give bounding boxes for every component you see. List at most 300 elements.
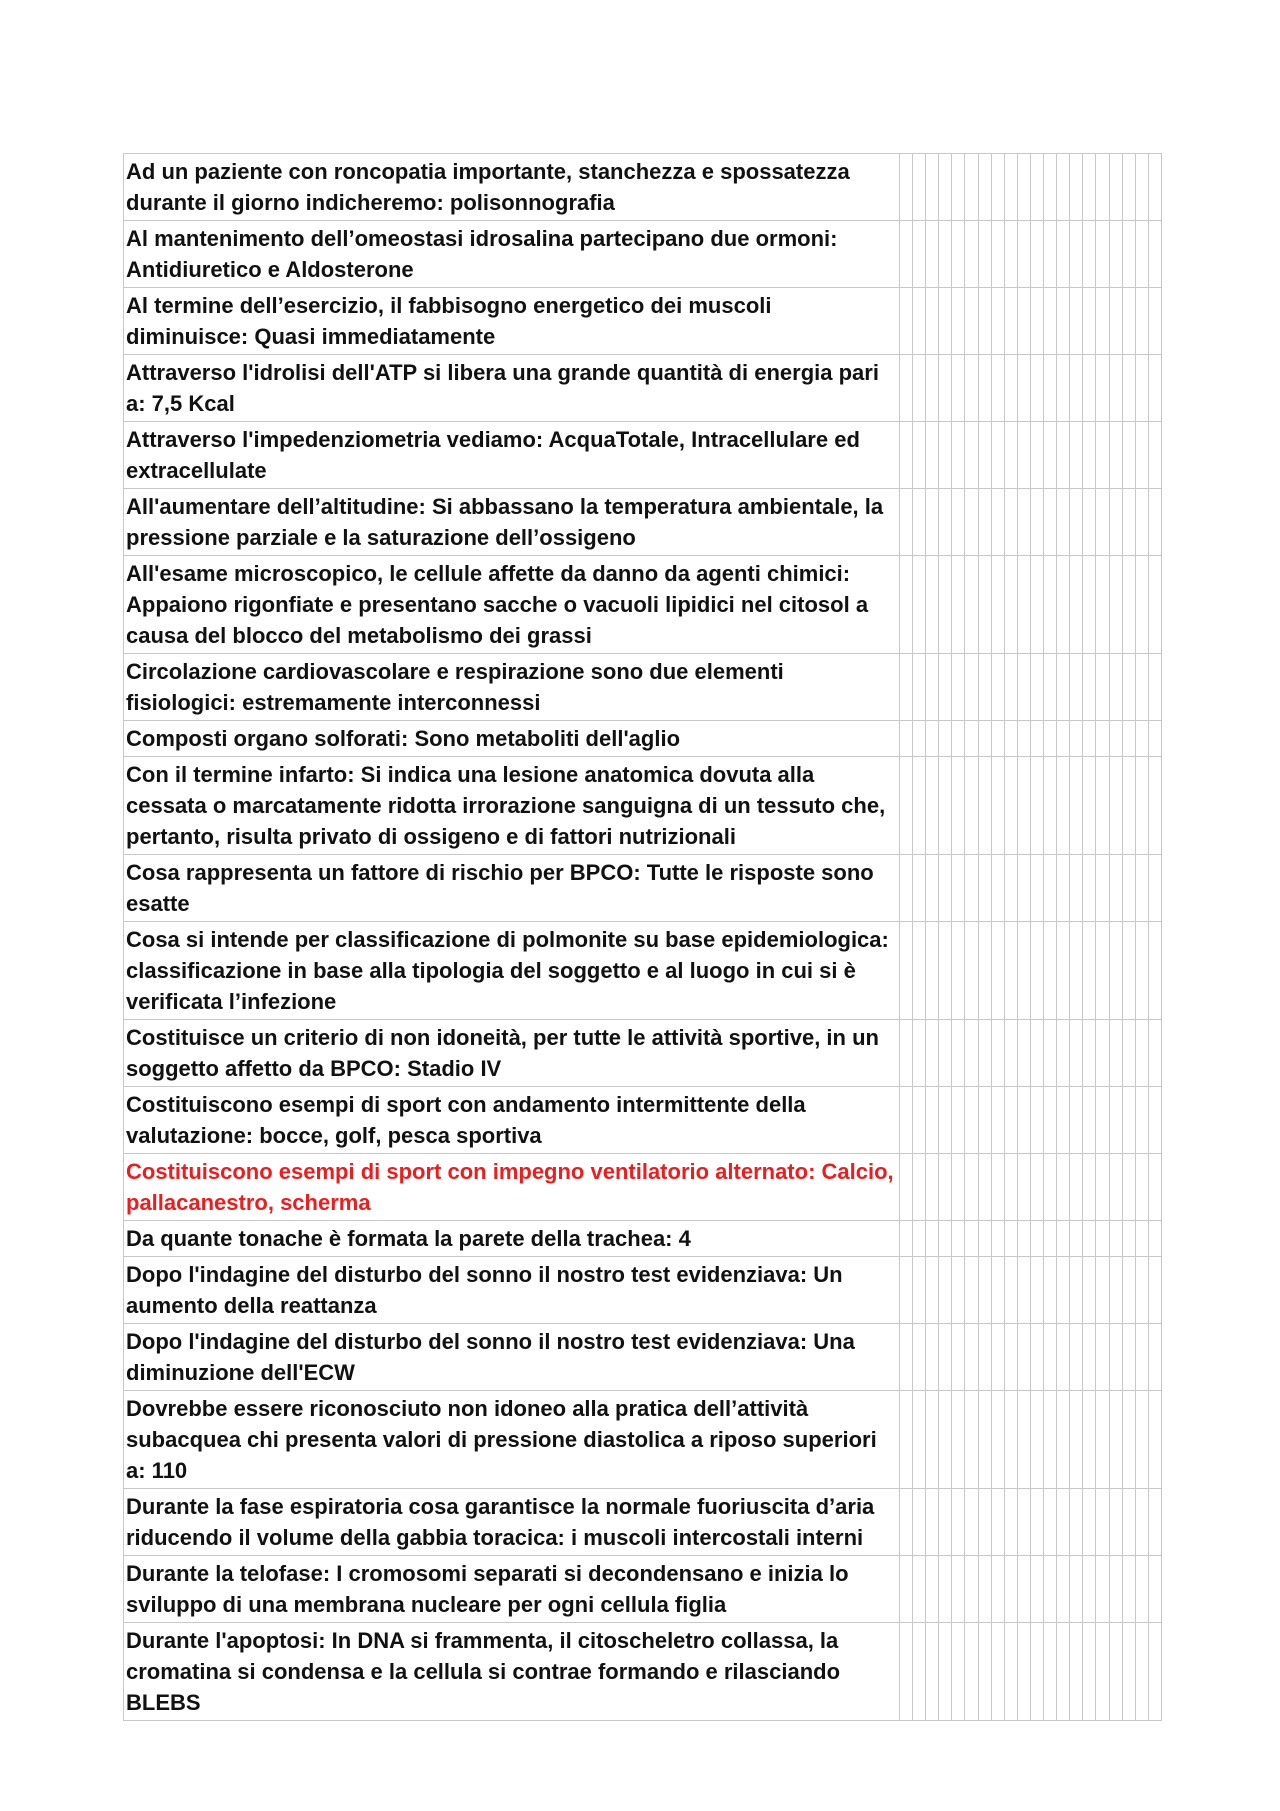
empty-cell[interactable]: [1123, 1154, 1136, 1220]
empty-cell[interactable]: [1070, 1556, 1083, 1622]
empty-cell[interactable]: [979, 1324, 992, 1390]
empty-cell[interactable]: [1057, 1087, 1070, 1153]
empty-cell[interactable]: [965, 654, 978, 720]
empty-cell[interactable]: [1057, 1257, 1070, 1323]
empty-cell[interactable]: [1110, 489, 1123, 555]
empty-cell[interactable]: [939, 1623, 952, 1720]
empty-cell[interactable]: [926, 1556, 939, 1622]
empty-cell[interactable]: [979, 1623, 992, 1720]
empty-cell[interactable]: [1096, 355, 1109, 421]
empty-cell[interactable]: [1070, 855, 1083, 921]
empty-cell[interactable]: [992, 1623, 1005, 1720]
empty-cell[interactable]: [952, 556, 965, 653]
empty-cell[interactable]: [1044, 757, 1057, 854]
empty-cell[interactable]: [1110, 1623, 1123, 1720]
empty-cell[interactable]: [1005, 422, 1018, 488]
empty-cell[interactable]: [926, 422, 939, 488]
empty-cell[interactable]: [1110, 1556, 1123, 1622]
empty-cell[interactable]: [992, 1489, 1005, 1555]
empty-cell[interactable]: [926, 922, 939, 1019]
empty-cell[interactable]: [979, 654, 992, 720]
empty-cell[interactable]: [992, 757, 1005, 854]
empty-cell[interactable]: [1136, 489, 1149, 555]
empty-cell[interactable]: [913, 1154, 926, 1220]
empty-cell[interactable]: [1044, 288, 1057, 354]
empty-cell[interactable]: [992, 1154, 1005, 1220]
empty-cell[interactable]: [900, 422, 913, 488]
empty-cell[interactable]: [1005, 489, 1018, 555]
empty-cell[interactable]: [1083, 154, 1096, 220]
empty-cell[interactable]: [1136, 1324, 1149, 1390]
empty-cell[interactable]: [1070, 422, 1083, 488]
empty-cell[interactable]: [979, 1154, 992, 1220]
empty-cell[interactable]: [1070, 556, 1083, 653]
empty-cell[interactable]: [1149, 1556, 1162, 1622]
empty-cell[interactable]: [900, 1221, 913, 1256]
empty-cell[interactable]: [913, 1221, 926, 1256]
empty-cell[interactable]: [1057, 654, 1070, 720]
empty-cell[interactable]: [979, 1257, 992, 1323]
empty-cell[interactable]: [1070, 1221, 1083, 1256]
empty-cell[interactable]: [1005, 1020, 1018, 1086]
empty-cell[interactable]: [1018, 221, 1031, 287]
question-answer-cell[interactable]: Composti organo solforati: Sono metaboliti dell'aglio: [124, 721, 900, 756]
empty-cell[interactable]: [1123, 489, 1136, 555]
empty-cell[interactable]: [1149, 1623, 1162, 1720]
empty-cell[interactable]: [913, 154, 926, 220]
empty-cell[interactable]: [1123, 556, 1136, 653]
empty-cell[interactable]: [900, 355, 913, 421]
empty-cell[interactable]: [1018, 422, 1031, 488]
empty-cell[interactable]: [1070, 1087, 1083, 1153]
empty-cell[interactable]: [1136, 654, 1149, 720]
empty-cell[interactable]: [913, 654, 926, 720]
empty-cell[interactable]: [1096, 1087, 1109, 1153]
empty-cell[interactable]: [1044, 1087, 1057, 1153]
empty-cell[interactable]: [1044, 489, 1057, 555]
empty-cell[interactable]: [1136, 288, 1149, 354]
empty-cell[interactable]: [1110, 757, 1123, 854]
empty-cell[interactable]: [952, 288, 965, 354]
empty-cell[interactable]: [1083, 1623, 1096, 1720]
empty-cell[interactable]: [1044, 1324, 1057, 1390]
empty-cell[interactable]: [1083, 922, 1096, 1019]
empty-cell[interactable]: [1123, 1087, 1136, 1153]
question-answer-cell[interactable]: Da quante tonache è formata la parete della trachea: 4: [124, 1221, 900, 1256]
empty-cell[interactable]: [1031, 855, 1044, 921]
empty-cell[interactable]: [1044, 1257, 1057, 1323]
empty-cell[interactable]: [939, 355, 952, 421]
empty-cell[interactable]: [965, 1623, 978, 1720]
empty-cell[interactable]: [939, 1221, 952, 1256]
empty-cell[interactable]: [1070, 288, 1083, 354]
empty-cell[interactable]: [1031, 288, 1044, 354]
empty-cell[interactable]: [1018, 855, 1031, 921]
empty-cell[interactable]: [939, 922, 952, 1019]
empty-cell[interactable]: [926, 221, 939, 287]
empty-cell[interactable]: [1136, 1221, 1149, 1256]
empty-cell[interactable]: [1031, 556, 1044, 653]
question-answer-cell[interactable]: Costituisce un criterio di non idoneità, per tutte le attività sportive, in un soggetto affetto da BPCO: Stadio IV: [124, 1020, 900, 1086]
empty-cell[interactable]: [1096, 1623, 1109, 1720]
empty-cell[interactable]: [1123, 1391, 1136, 1488]
empty-cell[interactable]: [952, 721, 965, 756]
empty-cell[interactable]: [1110, 855, 1123, 921]
empty-cell[interactable]: [900, 922, 913, 1019]
question-answer-cell[interactable]: Durante l'apoptosi: In DNA si frammenta, il citoscheletro collassa, la cromatina si condensa e la cellula si contrae formando e rilasciando BLEBS: [124, 1623, 900, 1720]
empty-cell[interactable]: [1031, 1489, 1044, 1555]
empty-cell[interactable]: [952, 154, 965, 220]
empty-cell[interactable]: [1136, 1556, 1149, 1622]
empty-cell[interactable]: [913, 288, 926, 354]
empty-cell[interactable]: [1031, 1154, 1044, 1220]
empty-cell[interactable]: [1096, 1391, 1109, 1488]
empty-cell[interactable]: [1149, 721, 1162, 756]
empty-cell[interactable]: [992, 855, 1005, 921]
empty-cell[interactable]: [1005, 556, 1018, 653]
empty-cell[interactable]: [1110, 1257, 1123, 1323]
empty-cell[interactable]: [952, 1623, 965, 1720]
empty-cell[interactable]: [1057, 1020, 1070, 1086]
empty-cell[interactable]: [992, 1257, 1005, 1323]
empty-cell[interactable]: [1018, 1257, 1031, 1323]
empty-cell[interactable]: [913, 1489, 926, 1555]
empty-cell[interactable]: [1149, 1154, 1162, 1220]
empty-cell[interactable]: [1123, 654, 1136, 720]
empty-cell[interactable]: [992, 1391, 1005, 1488]
empty-cell[interactable]: [1083, 1221, 1096, 1256]
empty-cell[interactable]: [926, 154, 939, 220]
empty-cell[interactable]: [1005, 154, 1018, 220]
question-answer-cell[interactable]: Attraverso l'impedenziometria vediamo: AcquaTotale, Intracellulare ed extracellulate: [124, 422, 900, 488]
empty-cell[interactable]: [900, 1020, 913, 1086]
empty-cell[interactable]: [952, 1221, 965, 1256]
empty-cell[interactable]: [1057, 154, 1070, 220]
empty-cell[interactable]: [1083, 288, 1096, 354]
empty-cell[interactable]: [1018, 288, 1031, 354]
empty-cell[interactable]: [939, 1087, 952, 1153]
empty-cell[interactable]: [1149, 654, 1162, 720]
empty-cell[interactable]: [1110, 422, 1123, 488]
empty-cell[interactable]: [979, 355, 992, 421]
empty-cell[interactable]: [1044, 154, 1057, 220]
empty-cell[interactable]: [926, 1391, 939, 1488]
empty-cell[interactable]: [1018, 1623, 1031, 1720]
empty-cell[interactable]: [1110, 1391, 1123, 1488]
question-answer-cell[interactable]: Cosa si intende per classificazione di polmonite su base epidemiologica: classificazione in base alla tipologia del soggetto e al luogo in cui si è verificata l’infezione: [124, 922, 900, 1019]
empty-cell[interactable]: [965, 422, 978, 488]
empty-cell[interactable]: [1044, 654, 1057, 720]
empty-cell[interactable]: [1031, 922, 1044, 1019]
empty-cell[interactable]: [1070, 1391, 1083, 1488]
empty-cell[interactable]: [992, 355, 1005, 421]
empty-cell[interactable]: [1018, 922, 1031, 1019]
empty-cell[interactable]: [1044, 1623, 1057, 1720]
empty-cell[interactable]: [1110, 221, 1123, 287]
empty-cell[interactable]: [1110, 288, 1123, 354]
empty-cell[interactable]: [1149, 1324, 1162, 1390]
empty-cell[interactable]: [1110, 654, 1123, 720]
empty-cell[interactable]: [965, 1556, 978, 1622]
empty-cell[interactable]: [900, 1623, 913, 1720]
empty-cell[interactable]: [965, 355, 978, 421]
empty-cell[interactable]: [1070, 1623, 1083, 1720]
empty-cell[interactable]: [965, 757, 978, 854]
empty-cell[interactable]: [1031, 489, 1044, 555]
empty-cell[interactable]: [1110, 1221, 1123, 1256]
empty-cell[interactable]: [1110, 922, 1123, 1019]
empty-cell[interactable]: [1031, 757, 1044, 854]
empty-cell[interactable]: [1149, 1489, 1162, 1555]
empty-cell[interactable]: [900, 1391, 913, 1488]
empty-cell[interactable]: [900, 154, 913, 220]
question-answer-cell[interactable]: Al mantenimento dell’omeostasi idrosalina partecipano due ormoni: Antidiuretico e Aldosterone: [124, 221, 900, 287]
empty-cell[interactable]: [1083, 1556, 1096, 1622]
empty-cell[interactable]: [1057, 1221, 1070, 1256]
empty-cell[interactable]: [1149, 1020, 1162, 1086]
empty-cell[interactable]: [1096, 1154, 1109, 1220]
empty-cell[interactable]: [1149, 221, 1162, 287]
empty-cell[interactable]: [992, 1221, 1005, 1256]
question-answer-cell[interactable]: Costituiscono esempi di sport con andamento intermittente della valutazione: bocce, golf, pesca sportiva: [124, 1087, 900, 1153]
empty-cell[interactable]: [1110, 721, 1123, 756]
empty-cell[interactable]: [952, 1257, 965, 1323]
empty-cell[interactable]: [1123, 355, 1136, 421]
empty-cell[interactable]: [926, 757, 939, 854]
empty-cell[interactable]: [1057, 221, 1070, 287]
empty-cell[interactable]: [1005, 654, 1018, 720]
empty-cell[interactable]: [939, 721, 952, 756]
empty-cell[interactable]: [979, 556, 992, 653]
empty-cell[interactable]: [913, 922, 926, 1019]
empty-cell[interactable]: [1018, 1489, 1031, 1555]
empty-cell[interactable]: [913, 221, 926, 287]
empty-cell[interactable]: [979, 1556, 992, 1622]
question-answer-cell[interactable]: All'esame microscopico, le cellule affette da danno da agenti chimici: Appaiono rigonfiate e presentano sacche o vacuoli lipidici nel citosol a causa del blocco del metabolismo dei grassi: [124, 556, 900, 653]
empty-cell[interactable]: [992, 1324, 1005, 1390]
empty-cell[interactable]: [1110, 1087, 1123, 1153]
empty-cell[interactable]: [965, 1020, 978, 1086]
empty-cell[interactable]: [1057, 855, 1070, 921]
empty-cell[interactable]: [952, 654, 965, 720]
empty-cell[interactable]: [952, 757, 965, 854]
empty-cell[interactable]: [1123, 855, 1136, 921]
empty-cell[interactable]: [1136, 757, 1149, 854]
empty-cell[interactable]: [1070, 757, 1083, 854]
empty-cell[interactable]: [1136, 1623, 1149, 1720]
empty-cell[interactable]: [952, 922, 965, 1019]
empty-cell[interactable]: [1110, 355, 1123, 421]
empty-cell[interactable]: [1136, 1154, 1149, 1220]
empty-cell[interactable]: [1123, 1623, 1136, 1720]
empty-cell[interactable]: [992, 1087, 1005, 1153]
empty-cell[interactable]: [1083, 721, 1096, 756]
empty-cell[interactable]: [1005, 922, 1018, 1019]
empty-cell[interactable]: [913, 1391, 926, 1488]
empty-cell[interactable]: [1149, 355, 1162, 421]
empty-cell[interactable]: [939, 489, 952, 555]
empty-cell[interactable]: [1018, 489, 1031, 555]
empty-cell[interactable]: [913, 1087, 926, 1153]
empty-cell[interactable]: [1044, 1154, 1057, 1220]
empty-cell[interactable]: [926, 1221, 939, 1256]
empty-cell[interactable]: [1057, 1556, 1070, 1622]
empty-cell[interactable]: [952, 355, 965, 421]
empty-cell[interactable]: [1005, 1221, 1018, 1256]
empty-cell[interactable]: [939, 1489, 952, 1555]
empty-cell[interactable]: [965, 1391, 978, 1488]
empty-cell[interactable]: [939, 1324, 952, 1390]
empty-cell[interactable]: [965, 1324, 978, 1390]
empty-cell[interactable]: [900, 556, 913, 653]
empty-cell[interactable]: [1018, 1087, 1031, 1153]
question-answer-cell[interactable]: Dopo l'indagine del disturbo del sonno il nostro test evidenziava: Una diminuzione dell'ECW: [124, 1324, 900, 1390]
empty-cell[interactable]: [965, 489, 978, 555]
empty-cell[interactable]: [979, 1489, 992, 1555]
empty-cell[interactable]: [1018, 1556, 1031, 1622]
empty-cell[interactable]: [1044, 1489, 1057, 1555]
empty-cell[interactable]: [1044, 721, 1057, 756]
empty-cell[interactable]: [1136, 355, 1149, 421]
empty-cell[interactable]: [1083, 1324, 1096, 1390]
empty-cell[interactable]: [1136, 422, 1149, 488]
empty-cell[interactable]: [1070, 1154, 1083, 1220]
empty-cell[interactable]: [900, 1556, 913, 1622]
empty-cell[interactable]: [1096, 855, 1109, 921]
empty-cell[interactable]: [913, 1623, 926, 1720]
empty-cell[interactable]: [1005, 1623, 1018, 1720]
empty-cell[interactable]: [1110, 1324, 1123, 1390]
empty-cell[interactable]: [1110, 154, 1123, 220]
empty-cell[interactable]: [1083, 355, 1096, 421]
empty-cell[interactable]: [1123, 1556, 1136, 1622]
empty-cell[interactable]: [1096, 1324, 1109, 1390]
empty-cell[interactable]: [1149, 422, 1162, 488]
question-answer-cell[interactable]: Al termine dell’esercizio, il fabbisogno energetico dei muscoli diminuisce: Quasi immediatamente: [124, 288, 900, 354]
empty-cell[interactable]: [1083, 1154, 1096, 1220]
empty-cell[interactable]: [1031, 221, 1044, 287]
empty-cell[interactable]: [1123, 757, 1136, 854]
empty-cell[interactable]: [1018, 654, 1031, 720]
empty-cell[interactable]: [1044, 355, 1057, 421]
empty-cell[interactable]: [1070, 922, 1083, 1019]
empty-cell[interactable]: [926, 288, 939, 354]
empty-cell[interactable]: [1005, 855, 1018, 921]
empty-cell[interactable]: [1123, 288, 1136, 354]
empty-cell[interactable]: [1018, 1221, 1031, 1256]
empty-cell[interactable]: [926, 1623, 939, 1720]
empty-cell[interactable]: [1096, 422, 1109, 488]
empty-cell[interactable]: [1057, 1489, 1070, 1555]
empty-cell[interactable]: [1018, 355, 1031, 421]
empty-cell[interactable]: [926, 1324, 939, 1390]
empty-cell[interactable]: [1057, 1324, 1070, 1390]
question-answer-cell[interactable]: Dopo l'indagine del disturbo del sonno il nostro test evidenziava: Un aumento della reattanza: [124, 1257, 900, 1323]
empty-cell[interactable]: [1018, 1324, 1031, 1390]
empty-cell[interactable]: [1136, 1020, 1149, 1086]
empty-cell[interactable]: [965, 1154, 978, 1220]
empty-cell[interactable]: [1083, 1020, 1096, 1086]
empty-cell[interactable]: [1044, 922, 1057, 1019]
empty-cell[interactable]: [1136, 1391, 1149, 1488]
empty-cell[interactable]: [1083, 489, 1096, 555]
empty-cell[interactable]: [965, 154, 978, 220]
empty-cell[interactable]: [1070, 1324, 1083, 1390]
empty-cell[interactable]: [926, 1154, 939, 1220]
empty-cell[interactable]: [1149, 288, 1162, 354]
empty-cell[interactable]: [1057, 721, 1070, 756]
empty-cell[interactable]: [1018, 1154, 1031, 1220]
empty-cell[interactable]: [1123, 721, 1136, 756]
empty-cell[interactable]: [952, 1489, 965, 1555]
question-answer-cell[interactable]: Durante la telofase: I cromosomi separati si decondensano e inizia lo sviluppo di una membrana nucleare per ogni cellula figlia: [124, 1556, 900, 1622]
empty-cell[interactable]: [1096, 489, 1109, 555]
empty-cell[interactable]: [1005, 1087, 1018, 1153]
question-answer-cell[interactable]: Attraverso l'idrolisi dell'ATP si libera una grande quantità di energia pari a: 7,5 Kcal: [124, 355, 900, 421]
empty-cell[interactable]: [992, 422, 1005, 488]
empty-cell[interactable]: [965, 1489, 978, 1555]
empty-cell[interactable]: [965, 556, 978, 653]
empty-cell[interactable]: [1149, 922, 1162, 1019]
question-answer-cell[interactable]: Cosa rappresenta un fattore di rischio per BPCO: Tutte le risposte sono esatte: [124, 855, 900, 921]
empty-cell[interactable]: [926, 654, 939, 720]
empty-cell[interactable]: [926, 1257, 939, 1323]
empty-cell[interactable]: [1123, 922, 1136, 1019]
empty-cell[interactable]: [913, 1556, 926, 1622]
empty-cell[interactable]: [1083, 1087, 1096, 1153]
empty-cell[interactable]: [952, 422, 965, 488]
empty-cell[interactable]: [965, 1257, 978, 1323]
empty-cell[interactable]: [1057, 355, 1070, 421]
empty-cell[interactable]: [1096, 221, 1109, 287]
empty-cell[interactable]: [913, 855, 926, 921]
empty-cell[interactable]: [1123, 1324, 1136, 1390]
empty-cell[interactable]: [939, 1020, 952, 1086]
empty-cell[interactable]: [952, 855, 965, 921]
empty-cell[interactable]: [939, 654, 952, 720]
empty-cell[interactable]: [1005, 1154, 1018, 1220]
empty-cell[interactable]: [913, 489, 926, 555]
empty-cell[interactable]: [1031, 721, 1044, 756]
empty-cell[interactable]: [939, 855, 952, 921]
empty-cell[interactable]: [1005, 288, 1018, 354]
empty-cell[interactable]: [1083, 757, 1096, 854]
empty-cell[interactable]: [1031, 1324, 1044, 1390]
empty-cell[interactable]: [1110, 1020, 1123, 1086]
empty-cell[interactable]: [913, 1257, 926, 1323]
empty-cell[interactable]: [1005, 1489, 1018, 1555]
empty-cell[interactable]: [952, 489, 965, 555]
empty-cell[interactable]: [1083, 1257, 1096, 1323]
empty-cell[interactable]: [1123, 221, 1136, 287]
empty-cell[interactable]: [1031, 1257, 1044, 1323]
empty-cell[interactable]: [939, 288, 952, 354]
empty-cell[interactable]: [992, 288, 1005, 354]
empty-cell[interactable]: [1136, 154, 1149, 220]
empty-cell[interactable]: [1083, 1391, 1096, 1488]
empty-cell[interactable]: [992, 721, 1005, 756]
empty-cell[interactable]: [900, 721, 913, 756]
empty-cell[interactable]: [1096, 721, 1109, 756]
empty-cell[interactable]: [992, 556, 1005, 653]
empty-cell[interactable]: [1083, 1489, 1096, 1555]
empty-cell[interactable]: [1044, 1020, 1057, 1086]
empty-cell[interactable]: [1096, 757, 1109, 854]
empty-cell[interactable]: [1018, 1020, 1031, 1086]
empty-cell[interactable]: [965, 1221, 978, 1256]
empty-cell[interactable]: [900, 489, 913, 555]
empty-cell[interactable]: [1044, 1221, 1057, 1256]
